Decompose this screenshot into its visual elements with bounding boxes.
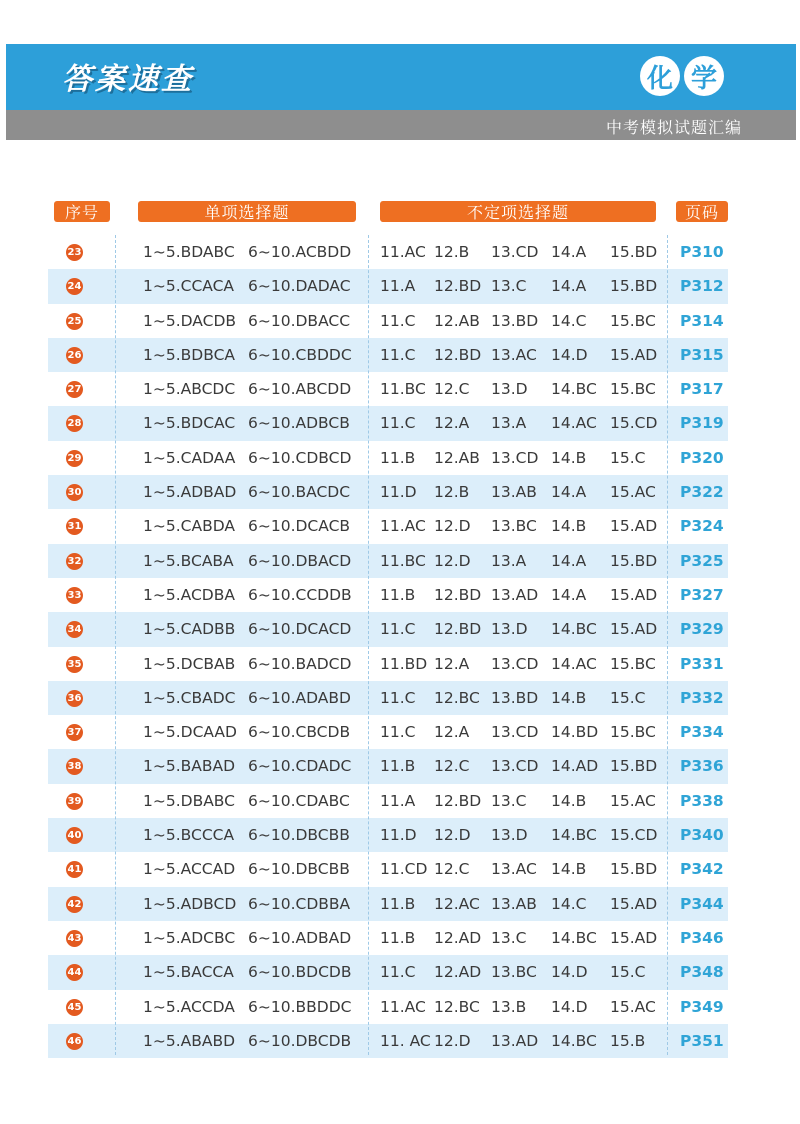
column-divider (368, 235, 369, 1055)
table-row (48, 509, 728, 543)
multi-answer-12: 12.B (434, 483, 470, 502)
row-number: 31 (66, 518, 83, 535)
multi-answer-15: 15.B (610, 1031, 646, 1050)
page-number: P331 (680, 654, 724, 673)
single-answers-1-5: 1~5.BCABA (143, 551, 234, 570)
single-answers-1-5: 1~5.BABAD (143, 757, 236, 776)
multi-answer-12: 12.AD (434, 928, 482, 947)
multi-answer-14: 14.B (551, 448, 587, 467)
multi-answer-14: 14.BC (551, 826, 597, 845)
single-answers-1-5: 1~5.ADCBC (143, 928, 236, 947)
multi-answer-11: 11.D (380, 826, 417, 845)
page-number: P349 (680, 997, 724, 1016)
single-answers-6-10: 6~10.DBCDB (248, 1031, 352, 1050)
multi-answer-15: 15.AD (610, 620, 658, 639)
multi-answer-13: 13.AD (491, 585, 539, 604)
subtitle: 中考模拟试题汇编 (605, 118, 742, 137)
single-answers-1-5: 1~5.CBADC (143, 688, 236, 707)
single-answers-6-10: 6~10.ADBCB (248, 414, 350, 433)
multi-answer-15: 15.BD (610, 860, 658, 879)
row-number: 23 (66, 244, 83, 261)
multi-answer-14: 14.D (551, 345, 588, 364)
single-answers-6-10: 6~10.CDBCD (248, 448, 352, 467)
multi-answer-14: 14.AD (551, 757, 599, 776)
multi-answer-12: 12.A (434, 414, 470, 433)
multi-answer-11: 11.B (380, 757, 416, 776)
multi-answer-11: 11.C (380, 723, 416, 742)
multi-answer-13: 13.CD (491, 723, 539, 742)
column-header-seq: 序号 (54, 201, 110, 222)
single-answers-6-10: 6~10.BBDDC (248, 997, 352, 1016)
row-number: 30 (66, 484, 83, 501)
multi-answer-11: 11.C (380, 620, 416, 639)
multi-answer-15: 15.AD (610, 517, 658, 536)
page-number: P340 (680, 826, 724, 845)
row-number: 37 (66, 724, 83, 741)
subject-char: 学 (684, 56, 724, 96)
multi-answer-14: 14.BC (551, 380, 597, 399)
row-number: 40 (66, 827, 83, 844)
multi-answer-14: 14.BD (551, 723, 599, 742)
multi-answer-12: 12.A (434, 654, 470, 673)
multi-answer-15: 15.C (610, 963, 646, 982)
multi-answer-14: 14.A (551, 243, 587, 261)
multi-answer-13: 13.CD (491, 448, 539, 467)
single-answers-1-5: 1~5.ADBAD (143, 483, 237, 502)
table-row (48, 406, 728, 440)
table-row (48, 749, 728, 783)
row-number: 25 (66, 313, 83, 330)
single-answers-1-5: 1~5.BDABC (143, 243, 235, 261)
row-number: 44 (66, 964, 83, 981)
multi-answer-12: 12.D (434, 517, 471, 536)
multi-answer-13: 13.AB (491, 483, 537, 502)
multi-answer-15: 15.AC (610, 483, 656, 502)
multi-answer-12: 12.BD (434, 345, 482, 364)
single-answers-6-10: 6~10.DADAC (248, 277, 351, 296)
multi-answer-13: 13.AC (491, 860, 537, 879)
table-row (48, 338, 728, 372)
row-number: 28 (66, 415, 83, 432)
multi-answer-15: 15.BD (610, 757, 658, 776)
multi-answer-13: 13.A (491, 551, 527, 570)
single-answers-6-10: 6~10.DBACC (248, 311, 351, 330)
row-number: 27 (66, 381, 83, 398)
multi-answer-11: 11.BC (380, 551, 426, 570)
multi-answer-14: 14.BC (551, 928, 597, 947)
multi-answer-11: 11.CD (380, 860, 428, 879)
page-number: P348 (680, 963, 724, 982)
multi-answer-12: 12.AB (434, 448, 480, 467)
table-row (48, 818, 728, 852)
multi-answer-14: 14.B (551, 688, 587, 707)
multi-answer-15: 15.BD (610, 277, 658, 296)
single-answers-1-5: 1~5.ABCDC (143, 380, 236, 399)
table-row (48, 784, 728, 818)
multi-answer-12: 12.AC (434, 894, 480, 913)
multi-answer-12: 12.AB (434, 311, 480, 330)
multi-answer-13: 13.BD (491, 688, 539, 707)
multi-answer-11: 11.AC (380, 517, 426, 536)
table-row (48, 955, 728, 989)
single-answers-6-10: 6~10.DBACD (248, 551, 352, 570)
multi-answer-13: 13.BC (491, 963, 537, 982)
single-answers-1-5: 1~5.DBABC (143, 791, 235, 810)
multi-answer-12: 12.C (434, 380, 470, 399)
multi-answer-14: 14.A (551, 277, 587, 296)
table-row (48, 269, 728, 303)
multi-answer-15: 15.C (610, 688, 646, 707)
multi-answer-11: 11.C (380, 311, 416, 330)
page-number: P351 (680, 1031, 724, 1050)
multi-answer-13: 13.AD (491, 1031, 539, 1050)
page-number: P324 (680, 517, 724, 536)
table-row (48, 990, 728, 1024)
multi-answer-14: 14.BC (551, 620, 597, 639)
page-number: P320 (680, 448, 724, 467)
multi-answer-11: 11.B (380, 894, 416, 913)
subject-char: 化 (640, 56, 680, 96)
multi-answer-11: 11.C (380, 414, 416, 433)
multi-answer-13: 13.AC (491, 345, 537, 364)
multi-answer-14: 14.AC (551, 414, 597, 433)
multi-answer-13: 13.B (491, 997, 527, 1016)
single-answers-6-10: 6~10.BADCD (248, 654, 352, 673)
row-number: 46 (66, 1033, 83, 1050)
single-answers-1-5: 1~5.CCACA (143, 277, 235, 296)
multi-answer-13: 13.D (491, 620, 528, 639)
multi-answer-13: 13.CD (491, 654, 539, 673)
row-number: 35 (66, 656, 83, 673)
multi-answer-11: 11.A (380, 277, 416, 296)
single-answers-6-10: 6~10.ADABD (248, 688, 351, 707)
multi-answer-12: 12.BC (434, 997, 480, 1016)
multi-answer-15: 15.BC (610, 654, 656, 673)
page-number: P338 (680, 791, 724, 810)
multi-answer-15: 15.AD (610, 894, 658, 913)
page-number: P310 (680, 243, 724, 261)
multi-answer-11: 11.AC (380, 243, 426, 261)
single-answers-6-10: 6~10.CDBBA (248, 894, 351, 913)
table-row (48, 372, 728, 406)
table-row (48, 578, 728, 612)
multi-answer-14: 14.A (551, 483, 587, 502)
subject-badge (640, 56, 724, 96)
table-row (48, 475, 728, 509)
multi-answer-12: 12.BD (434, 277, 482, 296)
multi-answer-13: 13.AB (491, 894, 537, 913)
row-number: 41 (66, 861, 83, 878)
table-row (48, 681, 728, 715)
column-header-multi: 不定项选择题 (380, 201, 656, 222)
row-number: 45 (66, 999, 83, 1016)
multi-answer-14: 14.D (551, 963, 588, 982)
multi-answer-15: 15.BC (610, 380, 656, 399)
multi-answer-11: 11.B (380, 585, 416, 604)
page-number: P314 (680, 311, 724, 330)
row-number: 29 (66, 450, 83, 467)
column-divider (667, 235, 668, 1055)
page-number: P344 (680, 894, 724, 913)
single-answers-1-5: 1~5.ADBCD (143, 894, 237, 913)
multi-answer-13: 13.D (491, 380, 528, 399)
answer-table (48, 235, 728, 1058)
row-number: 42 (66, 896, 83, 913)
page-number: P325 (680, 551, 724, 570)
multi-answer-11: 11.B (380, 448, 416, 467)
row-number: 24 (66, 278, 83, 295)
multi-answer-15: 15.AD (610, 585, 658, 604)
page-number: P346 (680, 928, 724, 947)
page-number: P329 (680, 620, 724, 639)
row-number: 38 (66, 758, 83, 775)
multi-answer-11: 11.A (380, 791, 416, 810)
multi-answer-11: 11.C (380, 345, 416, 364)
page-number: P312 (680, 277, 724, 296)
multi-answer-14: 14.B (551, 517, 587, 536)
multi-answer-11: 11.C (380, 688, 416, 707)
page-number: P327 (680, 585, 724, 604)
multi-answer-15: 15.BC (610, 311, 656, 330)
multi-answer-13: 13.A (491, 414, 527, 433)
multi-answer-15: 15.CD (610, 414, 658, 433)
multi-answer-11: 11.C (380, 963, 416, 982)
multi-answer-14: 14.C (551, 311, 587, 330)
table-row (48, 304, 728, 338)
multi-answer-13: 13.C (491, 791, 527, 810)
single-answers-1-5: 1~5.BDBCA (143, 345, 235, 364)
single-answers-1-5: 1~5.CABDA (143, 517, 235, 536)
page-number: P322 (680, 483, 724, 502)
page-title: 答案速查 (62, 62, 194, 97)
single-answers-6-10: 6~10.CDABC (248, 791, 350, 810)
multi-answer-12: 12.BD (434, 585, 482, 604)
multi-answer-11: 11.AC (380, 997, 426, 1016)
multi-answer-13: 13.CD (491, 243, 539, 261)
multi-answer-15: 15.AD (610, 928, 658, 947)
multi-answer-13: 13.BD (491, 311, 539, 330)
multi-answer-15: 15.CD (610, 826, 658, 845)
single-answers-1-5: 1~5.CADBB (143, 620, 236, 639)
multi-answer-12: 12.BD (434, 791, 482, 810)
multi-answer-12: 12.D (434, 1031, 471, 1050)
single-answers-1-5: 1~5.ACCAD (143, 860, 236, 879)
single-answers-1-5: 1~5.CADAA (143, 448, 236, 467)
row-number: 36 (66, 690, 83, 707)
multi-answer-12: 12.A (434, 723, 470, 742)
column-header-page: 页码 (676, 201, 728, 222)
multi-answer-11: 11. AC (380, 1031, 431, 1050)
single-answers-1-5: 1~5.ACCDA (143, 997, 235, 1016)
single-answers-1-5: 1~5.BACCA (143, 963, 234, 982)
single-answers-1-5: 1~5.DCAAD (143, 723, 237, 742)
column-header-single: 单项选择题 (138, 201, 356, 222)
single-answers-6-10: 6~10.BACDC (248, 483, 351, 502)
single-answers-1-5: 1~5.DCBAB (143, 654, 236, 673)
multi-answer-13: 13.CD (491, 757, 539, 776)
single-answers-1-5: 1~5.BDCAC (143, 414, 236, 433)
multi-answer-14: 14.A (551, 585, 587, 604)
multi-answer-11: 11.D (380, 483, 417, 502)
multi-answer-14: 14.BC (551, 1031, 597, 1050)
multi-answer-12: 12.BC (434, 688, 480, 707)
multi-answer-11: 11.BD (380, 654, 428, 673)
table-row (48, 1024, 728, 1058)
multi-answer-12: 12.BD (434, 620, 482, 639)
single-answers-6-10: 6~10.ADBAD (248, 928, 352, 947)
table-row (48, 921, 728, 955)
multi-answer-13: 13.D (491, 826, 528, 845)
single-answers-6-10: 6~10.DBCBB (248, 860, 350, 879)
multi-answer-14: 14.C (551, 894, 587, 913)
page-number: P334 (680, 723, 724, 742)
single-answers-1-5: 1~5.ACDBA (143, 585, 235, 604)
page-number: P319 (680, 414, 724, 433)
table-row (48, 715, 728, 749)
single-answers-6-10: 6~10.BDCDB (248, 963, 352, 982)
single-answers-6-10: 6~10.CBCDB (248, 723, 351, 742)
row-number: 32 (66, 553, 83, 570)
row-number: 43 (66, 930, 83, 947)
single-answers-1-5: 1~5.BCCCA (143, 826, 235, 845)
single-answers-1-5: 1~5.ABABD (143, 1031, 236, 1050)
single-answers-6-10: 6~10.CBDDC (248, 345, 352, 364)
row-number: 33 (66, 587, 83, 604)
table-row (48, 544, 728, 578)
page-number: P317 (680, 380, 724, 399)
multi-answer-11: 11.BC (380, 380, 426, 399)
row-number: 34 (66, 621, 83, 638)
single-answers-6-10: 6~10.DCACB (248, 517, 351, 536)
multi-answer-13: 13.BC (491, 517, 537, 536)
single-answers-6-10: 6~10.ACBDD (248, 243, 352, 261)
multi-answer-15: 15.AD (610, 345, 658, 364)
multi-answer-12: 12.D (434, 551, 471, 570)
multi-answer-13: 13.C (491, 277, 527, 296)
row-number: 39 (66, 793, 83, 810)
page-number: P342 (680, 860, 724, 879)
table-row (48, 647, 728, 681)
table-row (48, 441, 728, 475)
multi-answer-12: 12.D (434, 826, 471, 845)
page-number: P332 (680, 688, 724, 707)
single-answers-6-10: 6~10.DCACD (248, 620, 352, 639)
table-row (48, 612, 728, 646)
column-divider (115, 235, 116, 1055)
single-answers-6-10: 6~10.CCDDB (248, 585, 352, 604)
multi-answer-14: 14.B (551, 860, 587, 879)
table-row (48, 235, 728, 269)
multi-answer-14: 14.A (551, 551, 587, 570)
multi-answer-12: 12.C (434, 860, 470, 879)
row-number: 26 (66, 347, 83, 364)
multi-answer-15: 15.BC (610, 723, 656, 742)
multi-answer-14: 14.AC (551, 654, 597, 673)
multi-answer-14: 14.D (551, 997, 588, 1016)
multi-answer-15: 15.BD (610, 551, 658, 570)
multi-answer-15: 15.C (610, 448, 646, 467)
multi-answer-15: 15.AC (610, 997, 656, 1016)
multi-answer-15: 15.BD (610, 243, 658, 261)
table-row (48, 887, 728, 921)
single-answers-6-10: 6~10.ABCDD (248, 380, 352, 399)
single-answers-6-10: 6~10.CDADC (248, 757, 352, 776)
single-answers-1-5: 1~5.DACDB (143, 311, 237, 330)
multi-answer-11: 11.B (380, 928, 416, 947)
single-answers-6-10: 6~10.DBCBB (248, 826, 350, 845)
multi-answer-14: 14.B (551, 791, 587, 810)
multi-answer-12: 12.B (434, 243, 470, 261)
multi-answer-13: 13.C (491, 928, 527, 947)
page-number: P315 (680, 345, 724, 364)
table-row (48, 852, 728, 886)
page-number: P336 (680, 757, 724, 776)
multi-answer-12: 12.AD (434, 963, 482, 982)
multi-answer-15: 15.AC (610, 791, 656, 810)
multi-answer-12: 12.C (434, 757, 470, 776)
